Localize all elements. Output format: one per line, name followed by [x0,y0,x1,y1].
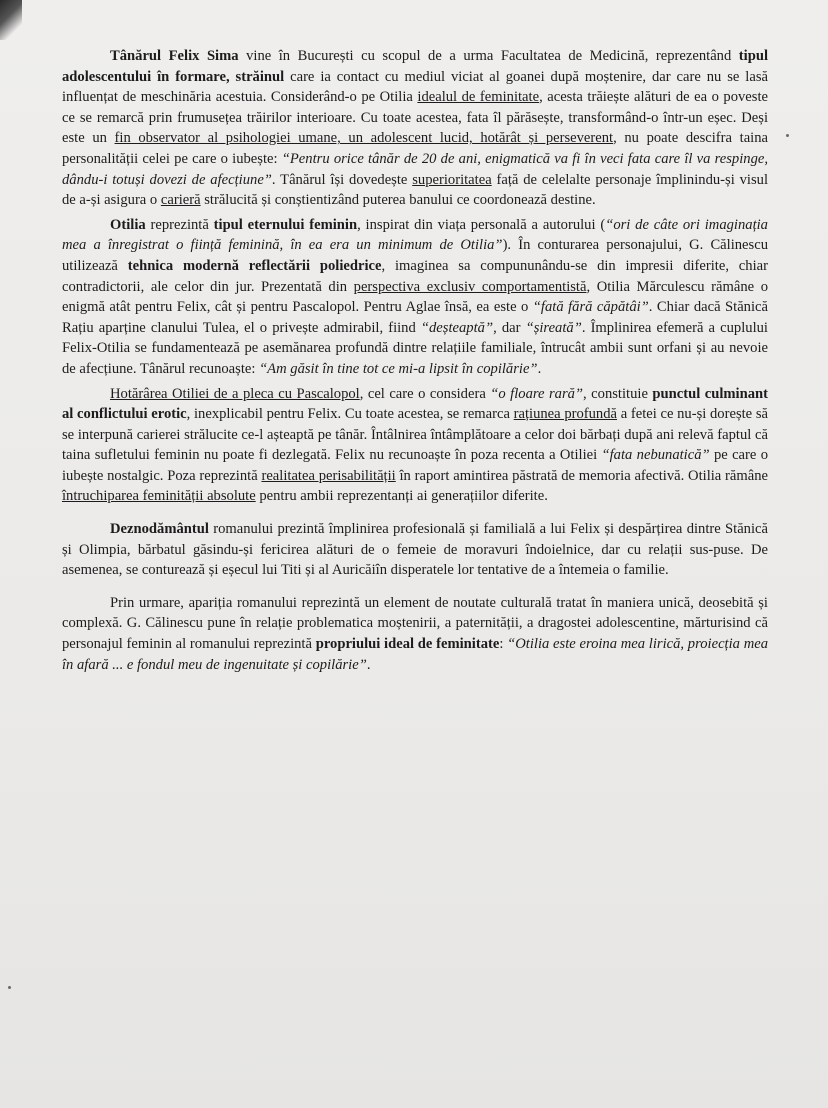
bold-phrase: Deznodământul [110,521,209,538]
underlined-phrase: întruchiparea feminității absolute [62,488,256,505]
text-run: . [537,360,542,377]
italic-quote: “Pentru orice tânăr de 20 de ani, enigmatică va fi în veci fata care îl va respinge, dându-i totuși dovezi de afecțiune” [62,150,768,188]
underlined-phrase: carieră [160,192,201,209]
text-run: , acesta trăiește alături de ea o poveste ce se remarcă prin frumusețea trăirilor interioare. Cu toate acestea, fata îl părăsește, transformând-o într-un eșec. Deși este un [62,89,768,147]
text-run: în raport amintirea păstrată de memoria afectivă. Otilia rămâne [395,467,768,484]
bold-phrase: tehnica modernă reflectării poliedrice [127,257,382,274]
italic-quote: “deșteaptă” [420,319,494,336]
italic-quote: “Am găsit în tine tot ce mi-a lipsit în copilărie” [259,360,538,377]
paragraph-conclusion [62,593,768,675]
underlined-phrase: realitatea perisabilității [261,467,396,484]
text-run: , inspirat din viața personală a autorului ( [357,216,606,233]
text-run: strălucită și conștientizând puterea banului ce coordonează destine. [200,192,596,209]
paragraph-felix [62,46,768,211]
underlined-phrase: Hotărârea Otiliei de a pleca cu Pascalopol [110,385,360,402]
text-run: , dar [493,319,526,336]
underlined-phrase: fin observator al psihologiei umane, un adolescent lucid, hotărât și perseverent [114,130,614,147]
italic-quote: “fata nebunatică” [601,447,710,464]
text-run: , nu poate descifra taina personalității celei pe care o iubește: [62,130,768,167]
text-run: . [366,656,371,673]
text-run: , Otilia Mărculescu rămâne o enigmă atât pentru Felix, cât și pentru Pascalopol. Pentru Aglae însă, ea este o [62,278,768,316]
text-run: , imaginea sa compununându-se din impresii diferite, chiar contradictorii, ale celor din jur. Prezentată din [62,257,768,295]
text-run: . Tânărul își dovedește [271,171,413,188]
bold-phrase: propriului ideal de feminitate [315,636,500,653]
italic-quote: “fată fără căpătâi” [532,299,649,316]
text-run: Prin urmare, apariția romanului reprezintă un element de noutate culturală tratat în maniera unică, deosebită și complexă. G. Călinescu pune în relație problematica moștenirii, a paternității, a dragostei adolescentine, mărturisind că personajul feminin al romanului reprezintă [62,594,768,653]
italic-quote: “Otilia este eroina mea lirică, proiecția mea în afară ... e fondul meu de ingenuitate și copilărie” [62,636,769,673]
text-run: , cel care o considera [359,385,491,402]
text-run: ). În conturarea personajului, G. Călinescu utilizează [62,237,768,274]
text-run: , inexplicabil pentru Felix. Cu toate acestea, se remarca [186,406,514,423]
text-run: reprezintă [145,216,214,233]
paragraph-decision [62,384,768,508]
text-run: . Chiar dacă Stănică Rațiu aparține clanului Tulea, el o privește admirabil, fiind [62,299,768,336]
bold-phrase: tipul eternului feminin [213,216,358,233]
document-body [62,46,768,675]
bold-phrase: punctul culminant al conflictului erotic [62,385,768,423]
ink-speck [8,986,11,989]
text-run: . Împlinirea efemeră a cuplului Felix-Otilia se fundamentează pe asemănarea profundă dintre relațiile familiale, întrucât ambii sunt orfani și au nevoie de afecțiune. Tânărul recunoaște: [62,319,768,377]
text-run: pentru ambii reprezentanți ai generațiilor diferite. [255,488,548,505]
text-run: care ia contact cu mediul viciat al goanei după moștenire, dar care nu se lasă influențat de meschinăria acestuia. Considerând-o pe Otilia [62,68,768,106]
italic-quote: “o floare rară” [490,385,584,402]
text-run: romanului prezintă împlinirea profesională și familială a lui Felix și despărțirea dintre Stănică și Olimpia, bărbatul găsindu-și fericirea alături de o femeie de moravuri îndoielnice, dar cu relații sus-puse. De asemenea, se conturează și eșecul lui Titi și al Auricăiîn disperatele lor tentative de a întemeia o familie. [62,521,768,579]
underlined-phrase: superioritatea [412,171,492,188]
page-corner-shadow [0,0,22,40]
italic-quote: “ori de câte ori imaginația mea a înregistrat o ființă feminină, în ea era un minimum de Otilia” [62,216,768,254]
bold-phrase: tipul adolescentului în formare, străinul [62,48,768,85]
bold-phrase: Otilia [110,216,146,233]
text-run: față de celelalte personaje împlinindu-și visul de a-și asigura o [62,171,768,209]
text-run: , constituie [583,385,653,402]
bold-phrase: Tânărul Felix Sima [110,48,239,64]
text-run: pe care o iubește nostalgic. Poza reprezintă [62,447,769,484]
underlined-phrase: perspectiva exclusiv comportamentistă [353,278,587,295]
ink-speck [786,134,789,137]
italic-quote: “șireată” [525,319,582,336]
underlined-phrase: idealul de feminitate [417,89,540,106]
text-run: : [499,636,508,653]
paragraph-ending [62,519,768,581]
underlined-phrase: rațiunea profundă [513,406,618,423]
text-run: vine în București cu scopul de a urma Facultatea de Medicină, reprezentând [238,48,739,64]
paragraph-otilia [62,215,768,380]
text-run: a fetei ce nu-și dorește să se interpună carierei strălucite ce-l așteaptă pe tânăr. Întâlnirea întâmplătoare a celor doi bărbați după ani relevă faptul că taina sufletului feminin nu poate fi dezlegată. Felix nu recunoaște în poza recenta a Otiliei [62,406,768,464]
